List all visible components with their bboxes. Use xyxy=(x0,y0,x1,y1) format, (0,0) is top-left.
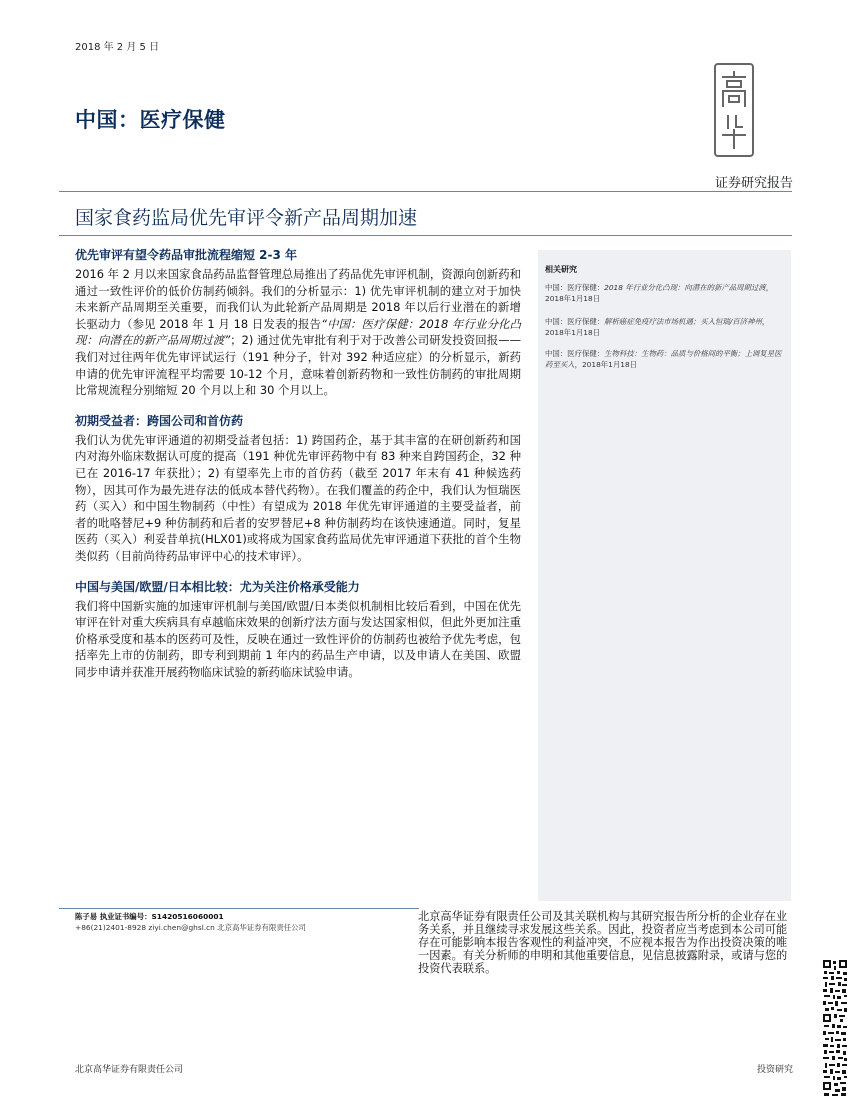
footer-label: 投资研究 xyxy=(756,1065,793,1075)
section-paragraph xyxy=(75,266,521,399)
qr-code-icon xyxy=(822,958,848,1098)
divider xyxy=(59,908,419,909)
item-title: 解析癌症免疫疗法市场机遇；买入恒瑞/百济神州 xyxy=(604,317,762,326)
item-prefix: 中国：医疗保健： xyxy=(545,349,605,358)
section-title: 初期受益者：跨国公司和首仿药 xyxy=(75,413,244,428)
related-research-item[interactable] xyxy=(545,282,785,304)
qr-code[interactable] xyxy=(822,958,848,1098)
analyst-name: 陈子易 执业证书编号：S1420516060001 xyxy=(75,912,224,921)
item-prefix: 中国：医疗保健： xyxy=(545,317,605,326)
main-body xyxy=(75,246,521,693)
paragraph-text: ；2) 通过优先审批有利于对于改善公司研发投资回报——我们对过往两年优先审评试运行（191 种分子，针对 392 种适应症）的分析显示，新药申请的优先审评流程平均需要 10-12 个月，意味着创新药物和一致性仿制药的审批周期比常规流程分别缩短 20 个月以上和 30 个月以上。 xyxy=(75,333,521,398)
disclaimer-text: 北京高华证券有限责任公司及其关联机构与其研究报告所分析的企业存在业务关系，并且继续寻求发展这些关系。因此，投资者应当考虑到本公司可能存在可能影响本报告客观性的利益冲突，不应视本报告为作出投资决策的唯一因素。有关分析师的申明和其他重要信息，见信息披露附录，或请与您的投资代表联系。 xyxy=(418,910,788,975)
sector-title: 中国：医疗保健 xyxy=(75,108,226,132)
logo-seal-icon xyxy=(716,65,752,155)
section-title: 优先审评有望令药品审批流程缩短 2-3 年 xyxy=(75,248,298,262)
item-title: 生物科技：生物药：品质与价格间的平衡；上调复星医药至买入 xyxy=(545,349,782,369)
report-date: 2018 年 2 月 5 日 xyxy=(75,42,160,53)
company-logo xyxy=(714,63,754,157)
item-date: ，2018年1月18日 xyxy=(545,317,770,337)
divider xyxy=(59,191,792,192)
item-prefix: 中国：医疗保健： xyxy=(545,283,605,292)
analyst-contact[interactable]: +86(21)2401-8928 ziyi.chen@ghsl.cn 北京高华证券有限责任公司 xyxy=(75,923,306,932)
footer-company: 北京高华证券有限责任公司 xyxy=(75,1065,184,1075)
item-date: ，2018年1月18日 xyxy=(574,360,638,369)
related-research-item[interactable] xyxy=(545,348,785,370)
paragraph-text: 2016 年 2 月以来国家食品药品监督管理总局推出了药品优先审评机制，资源向创新药和通过一致性评价的低价仿制药倾斜。我们的分析显示：1) 优先审评机制的建立对于加快未来新产品周期至关重要，而我们认为此轮新产品周期是 2018 年以后行业潜在的新增长驱动力（参见 2018 年 1 月 18 日发表的报告 xyxy=(75,267,521,331)
section-paragraph: 我们将中国新实施的加速审评机制与美国/欧盟/日本类似机制相比较后看到，中国在优先审评在针对重大疾病具有卓越临床效果的创新疗法方面与发达国家相似，但此外更加注重价格承受度和基本的医药可及性，反映在通过一致性评价的仿制药也被给予优先考虑，包括率先上市的仿制药，即专利到期前 1 年内的药品生产申请，以及申请人在美国、欧盟同步申请并获准开展药物临床试验的新药临床试验申请。 xyxy=(75,598,521,679)
report-headline: 国家食药监局优先审评令新产品周期加速 xyxy=(75,207,418,229)
item-title: 2018 年行业分化凸现：向潜在的新产品周期过渡 xyxy=(604,283,766,292)
report-type-label: 证券研究报告 xyxy=(714,176,793,191)
divider xyxy=(59,235,792,236)
related-research-item[interactable] xyxy=(545,316,785,338)
section-title: 中国与美国/欧盟/日本相比较：尤为关注价格承受能力 xyxy=(75,579,360,594)
item-date: ，2018年1月18日 xyxy=(545,283,774,303)
related-research-title: 相关研究 xyxy=(545,265,577,274)
related-research-sidebar xyxy=(538,250,791,901)
report-reference[interactable]: “中国：医疗保健：2018 年行业分化凸现：向潜在的新产品周期过渡” xyxy=(75,316,521,348)
section-paragraph: 我们认为优先审评通道的初期受益者包括：1) 跨国药企，基于其丰富的在研创新药和国内对海外临床数据认可度的提高（191 种优先审评药物中有 83 种来自跨国药企，32 种已在 2016-17 年获批）；2) 有望率先上市的首仿药（截至 2017 年末有 41 种候选药物），因其可作为最先进存法的低成本替代药物）。在我们覆盖的药企中，我们认为恒瑞医药（买入）和中国生物制药（中性）有望成为 2018 年优先审评通道的主要受益者，前者的吡咯替尼+9 种仿制药和后者的安罗替尼+8 种仿制药均在该快速通道。同时，复星医药（买入）利妥昔单抗(HLX01)或将成为国家食药监局优先审评通道下获批的首个生物类似药（目前尚待药品审评中心的技术审评）。 xyxy=(75,432,521,563)
